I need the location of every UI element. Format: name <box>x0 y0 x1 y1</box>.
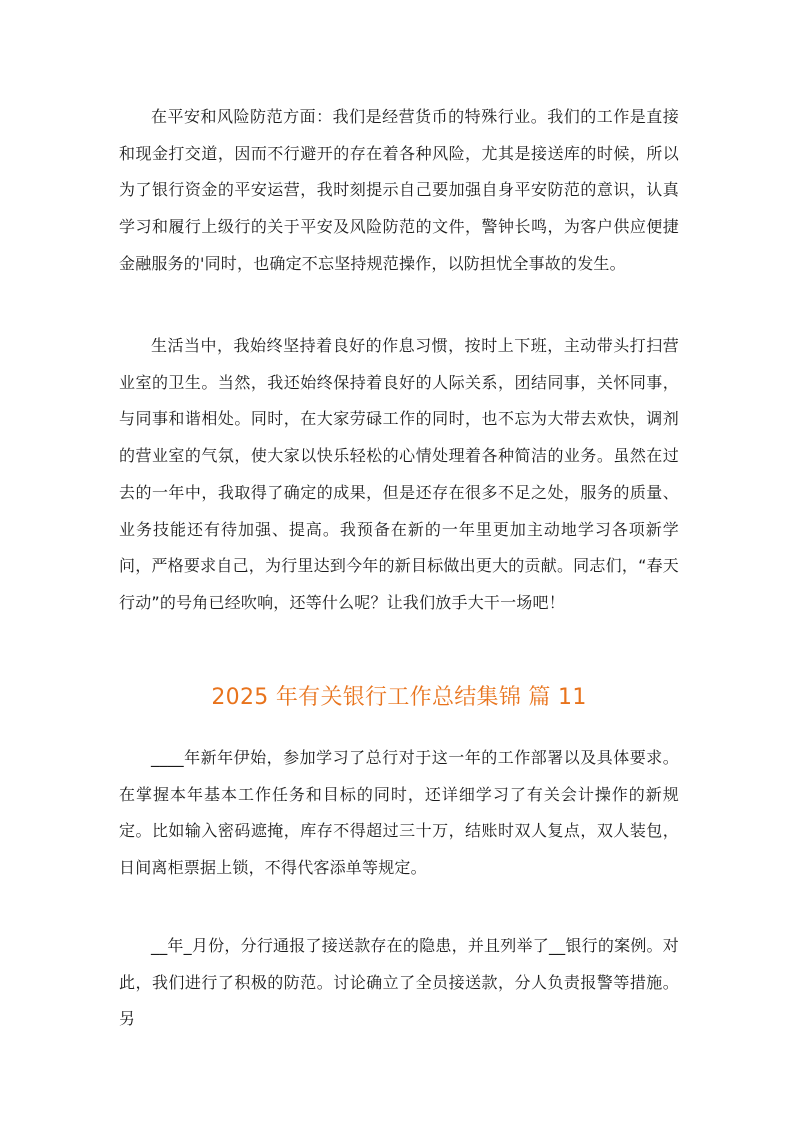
paragraph-branch-notice: __年_月份，分行通报了接送款存在的隐患，并且列举了__银行的案例。对此，我们进行了积极的防范。讨论确立了全员接送款，分人负责报警等措施。另 <box>119 936 679 1029</box>
paragraph-daily-life: 生活当中，我始终坚持着良好的作息习惯，按时上下班，主动带头打扫营业室的卫生。当然，我还始终保持着良好的人际关系，团结同事，关怀同事，与同事和谐相处。同时，在大家劳碌工作的同时，也不忘为大带去欢快，调剂的营业室的气氛，使大家以快乐轻松的心情处理着各种简洁的业务。虽然在过去的一年中，我取得了确定的成果，但是还存在很多不足之处，服务的质量、业务技能还有待加强、提高。我预备在新的一年里更加主动地学习各项新学问，严格要求自己，为行里达到今年的新目标做出更大的贡献。同志们，“春天行动”的号角已经吹响，还等什么呢？让我们放手大干一场吧！ <box>119 336 679 612</box>
section-heading: 2025 年有关银行工作总结集锦 篇 11 <box>211 685 587 710</box>
paragraph-new-year: ____年新年伊始，参加学习了总行对于这一年的工作部署以及具体要求。在掌握本年基本工作任务和目标的同时，还详细学习了有关会计操作的新规定。比如输入密码遮掩，库存不得超过三十万，结账时双人复点，双人装包，日间离柜票据上锁，不得代客添单等规定。 <box>119 748 679 878</box>
paragraph-safety: 在平安和风险防范方面：我们是经营货币的特殊行业。我们的工作是直接和现金打交道，因而不行避开的存在着各种风险，尤其是接送库的时候，所以为了银行资金的平安运营，我时刻提示自己要加强自身平安防范的意识，认真学习和履行上级行的关于平安及风险防范的文件，警钟长鸣，为客户供应便捷金融服务的'同时，也确定不忘坚持规范操作，以防担忧全事故的发生。 <box>119 107 679 273</box>
